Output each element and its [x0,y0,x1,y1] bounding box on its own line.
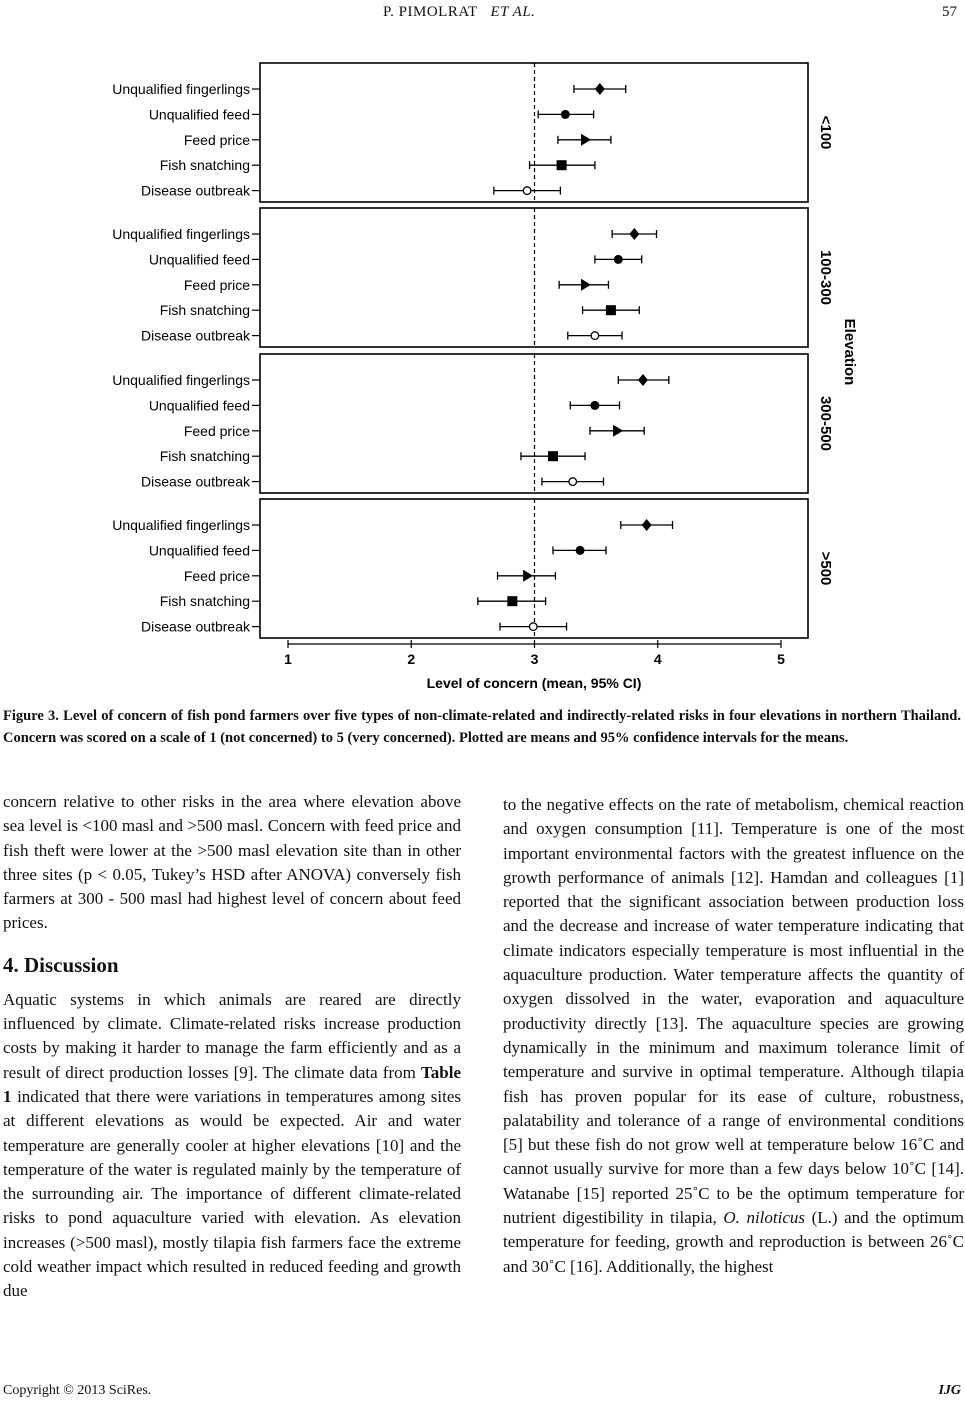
x-tick-label: 2 [407,651,416,667]
elevation-panel-label: >500 [817,551,834,586]
mean-marker-open-circle [523,187,531,195]
mean-marker-square [507,596,517,606]
page-number: 57 [942,4,957,20]
body-paragraph: to the negative effects on the rate of metabolism, chemical reaction and oxygen consumption [11]. Temperature is one of the most important environmental factors with the greatest influence on the growth performance of animals [12]. Hamdan and colleagues [1] reported that the significant association between production loss and the decrease and increase of water temperature indicating that climate indicators especially temperature is most influential in the aquaculture production. Water temperature affects the quantity of oxygen dissolved in the water, evaporation and aquaculture productivity directly [13]. The aquaculture species are growing dynamically in the minimum and maximum tolerance limit of temperature and survive in optimal temperature. Although tilapia fish has proven popular for its ease of culture, robustness, palatability and tolerance of a range of environmental conditions [5] but these fish do not grow well at temperature below 16˚C and cannot usually survive for more than a few days below 10˚C [14]. Watanabe [15] reported 25˚C to be the optimum temperature for nutrient digestibility in tilapia, O. niloticus (L.) and the optimum temperature for feeding, growth and reproduction is between 26˚C and 30˚C [16]. Additionally, the highest [503,795,964,1276]
mean-marker-triangle [581,279,591,291]
category-tick-label: Fish snatching [159,302,250,319]
running-head-authors: P. PIMOLRAT ET AL. [383,4,536,20]
body-left-column [3,790,461,1304]
journal-abbreviation: IJG [938,1383,961,1398]
category-tick-label: Unqualified feed [148,397,250,414]
category-tick-label: Disease outbreak [141,327,250,344]
mean-marker-triangle [613,425,623,437]
body-paragraph: Aquatic systems in which animals are reared are directly influenced by climate. Climate-related risks increase production costs by making it harder to manage the farm efficiently and as a result of direct production losses [9]. The climate data from Table 1 indicated that there were variations in temperatures among sites at different elevations as would be expected. Air and water temperature are generally cooler at higher elevations [10] and the temperature of the water is regulated mainly by the temperature of the surrounding air. The importance of different climate-related risks to pond aquaculture varied with elevation. As elevation increases (>500 masl), mostly tilapia fish farmers face the extreme cold weather impact which resulted in reduced feeding and growth due [3,989,461,1301]
mean-marker-diamond [629,228,639,240]
running-head [0,4,965,24]
mean-marker-circle [561,110,570,119]
section-heading-discussion: 4. Discussion [3,952,119,977]
elevation-panel-label: <100 [817,115,834,150]
x-axis-label: Level of concern (mean, 95% CI) [426,675,642,691]
facet-title: Elevation [841,318,858,386]
category-tick-label: Feed price [183,131,250,148]
category-tick-label: Fish snatching [159,448,250,465]
mean-marker-circle [590,401,599,410]
category-tick-label: Feed price [183,422,250,439]
forest-plot-figure [0,55,965,695]
copyright-notice: Copyright © 2013 SciRes. [3,1383,152,1398]
category-tick-label: Disease outbreak [141,182,250,199]
panel-frame [260,354,808,493]
category-tick-label: Disease outbreak [141,618,250,635]
category-tick-label: Unqualified feed [148,542,250,559]
body-paragraph: concern relative to other risks in the area where elevation above sea level is <100 masl and >500 masl. Concern with feed price and fish theft were lower at the >500 masl elevation site than in other three sites (p < 0.05, Tukey’s HSD after ANOVA) conversely fish farmers at 300 - 500 masl had highest level of concern about feed prices. [3,792,461,933]
x-tick-label: 4 [653,651,662,667]
elevation-panel-label: 100-300 [817,249,834,306]
mean-marker-open-circle [591,332,599,340]
category-tick-label: Unqualified fingerlings [112,226,250,242]
species-name: O. niloticus [723,1208,806,1228]
category-tick-label: Unqualified feed [148,106,250,123]
panel-frame [260,499,808,638]
category-tick-label: Unqualified fingerlings [112,81,250,97]
category-tick-label: Unqualified fingerlings [112,517,250,533]
mean-marker-square [557,160,567,170]
mean-marker-open-circle [529,623,537,631]
figure-caption [3,705,961,749]
mean-marker-triangle [523,570,533,582]
panel-frame [260,63,808,202]
figure-caption-label: Figure 3. [3,708,59,724]
mean-marker-open-circle [569,478,577,486]
table-1-reference: Table 1 [3,1062,461,1106]
mean-marker-diamond [595,83,605,95]
category-tick-label: Unqualified fingerlings [112,372,250,388]
category-tick-label: Disease outbreak [141,473,250,490]
mean-marker-square [548,451,558,461]
category-tick-label: Feed price [183,567,250,584]
category-tick-label: Fish snatching [159,157,250,174]
body-right-column [503,793,964,1279]
running-head-etal: ET AL. [490,4,536,20]
figure-caption-text: Level of concern of fish pond farmers over five types of non-climate-related and indirectly-related risks in four elevations in northern Thailand. Concern was scored on a scale of 1 (not concerned) to 5 (very concerned). Plotted are means and 95% confidence intervals for the means. [3,708,961,746]
mean-marker-diamond [642,519,652,531]
panel-frame [260,208,808,347]
category-tick-label: Feed price [183,276,250,293]
x-tick-label: 1 [284,651,292,667]
mean-marker-circle [576,546,585,555]
mean-marker-circle [614,255,623,264]
x-tick-label: 3 [530,651,539,667]
x-tick-label: 5 [777,651,785,667]
category-tick-label: Unqualified feed [148,251,250,268]
elevation-panel-label: 300-500 [817,395,834,452]
mean-marker-diamond [638,374,648,386]
category-tick-label: Fish snatching [159,593,250,610]
mean-marker-square [606,305,616,315]
mean-marker-triangle [581,134,591,146]
page-footer [3,1383,961,1399]
